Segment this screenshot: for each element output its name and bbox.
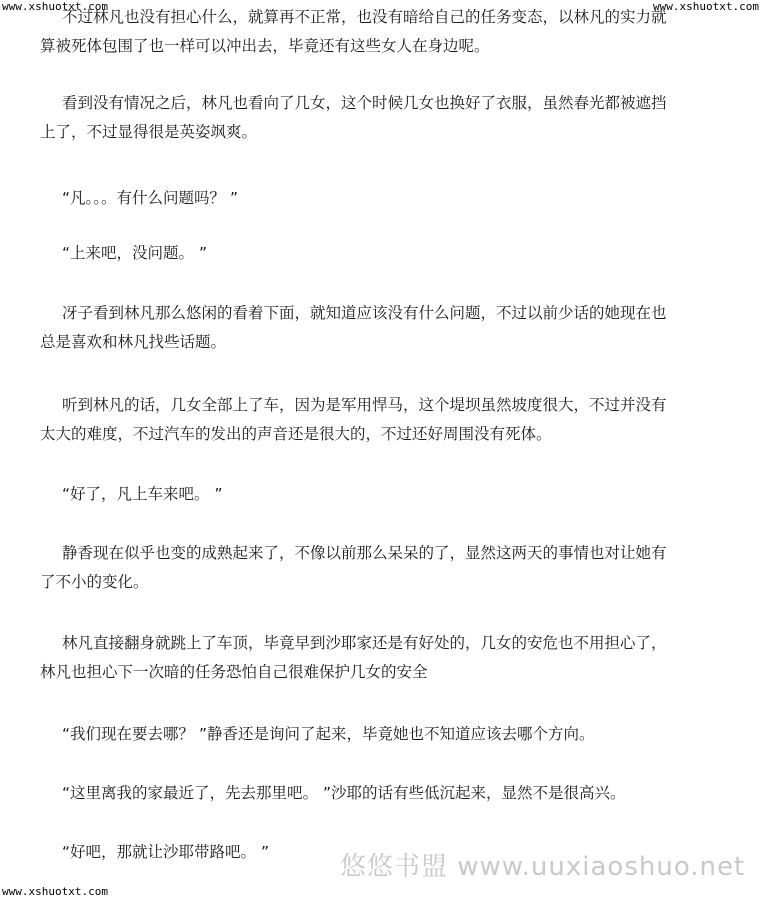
paragraph-line: 总是喜欢和林凡找些话题。 xyxy=(40,333,227,351)
paragraph-line: 林凡也担心下一次暗的任务恐怕自己很难保护几女的安全 xyxy=(40,663,428,681)
paragraph-line: 听到林凡的话，几女全部上了车，因为是军用悍马，这个堤坝虽然坡度很大，不过并没有 xyxy=(62,396,667,414)
paragraph-3 xyxy=(62,184,714,213)
watermark-top-right: www.xshuotxt.com xyxy=(653,0,759,13)
paragraph-line: “上来吧，没问题。 ” xyxy=(62,244,207,262)
paragraph-8 xyxy=(40,539,720,597)
paragraph-line: “我们现在要去哪？ ”静香还是询问了起来，毕竟她也不知道应该去哪个方向。 xyxy=(62,725,595,743)
paragraph-6 xyxy=(40,391,720,449)
paragraph-line: 冴子看到林凡那么悠闲的看着下面，就知道应该没有什么问题，不过以前少话的她现在也 xyxy=(62,304,667,322)
paragraph-4 xyxy=(62,239,714,268)
paragraph-11 xyxy=(62,779,714,808)
paragraph-line: “这里离我的家最近了，先去那里吧。 ”沙耶的话有些低沉起来，显然不是很高兴。 xyxy=(62,784,626,802)
paragraph-2 xyxy=(40,89,720,147)
paragraph-5 xyxy=(40,299,720,357)
paragraph-9 xyxy=(40,629,720,687)
paragraph-1 xyxy=(40,3,720,61)
watermark-bottom-left: www.xshuotxt.com xyxy=(2,885,108,898)
paragraph-line: “好了，凡上车来吧。 ” xyxy=(62,485,223,503)
paragraph-line: 太大的难度，不过汽车的发出的声音还是很大的，不过还好周围没有死体。 xyxy=(40,425,552,443)
paragraph-line: 静香现在似乎也变的成熟起来了，不像以前那么呆呆的了，显然这两天的事情也对让她有 xyxy=(62,544,667,562)
watermark-top-left: www.xshuotxt.com xyxy=(2,0,108,13)
paragraph-line: 算被死体包围了也一样可以冲出去，毕竟还有这些女人在身边呢。 xyxy=(40,37,490,55)
paragraph-line: 林凡直接翻身就跳上了车顶，毕竟早到沙耶家还是有好处的，几女的安危也不用担心了， xyxy=(62,634,667,652)
paragraph-line: “好吧，那就让沙耶带路吧。 ” xyxy=(62,843,269,861)
paragraph-line: 了不小的变化。 xyxy=(40,573,149,591)
paragraph-line: “凡。。。有什么问题吗？ ” xyxy=(62,189,238,207)
paragraph-line: 看到没有情况之后，林凡也看向了几女，这个时候几女也换好了衣服，虽然春光都被遮挡 xyxy=(62,94,667,112)
paragraph-7 xyxy=(62,480,714,509)
paragraph-10 xyxy=(62,720,714,749)
paragraph-line: 上了，不过显得很是英姿飒爽。 xyxy=(40,123,258,141)
footer-watermark: 悠悠书盟 www.uuxiaoshuo.net xyxy=(340,852,746,882)
paragraph-line: 不过林凡也没有担心什么，就算再不正常，也没有暗给自己的任务变态，以林凡的实力就 xyxy=(62,8,667,26)
